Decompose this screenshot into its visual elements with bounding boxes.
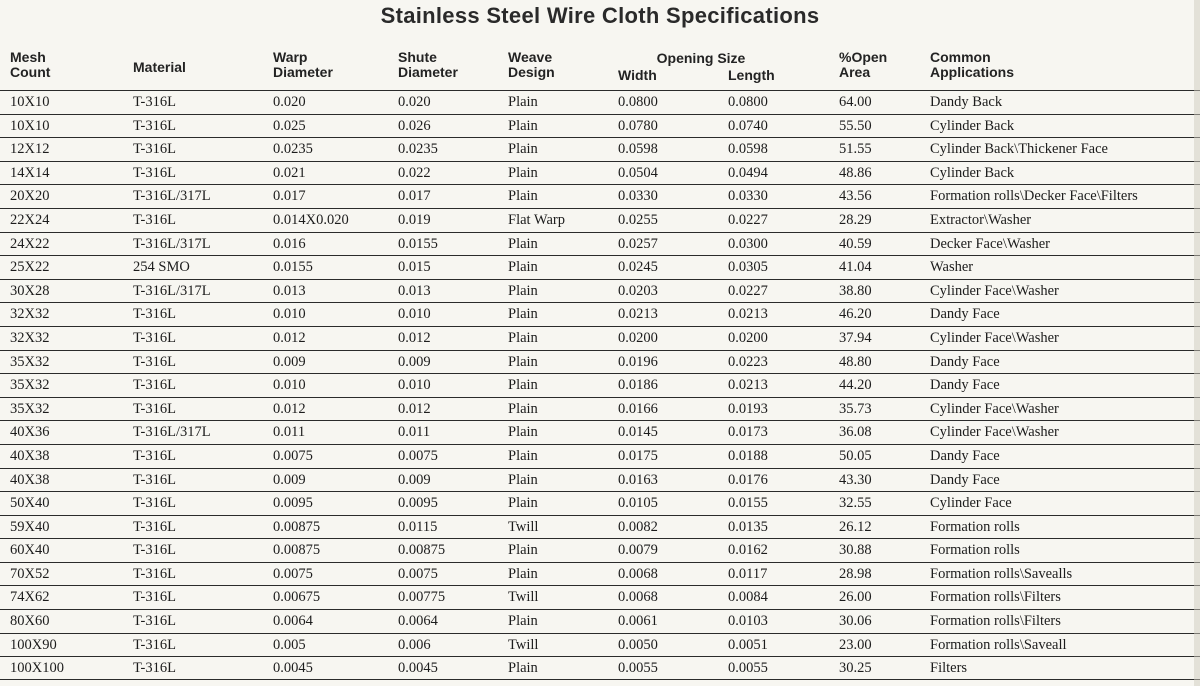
- cell-warp-diameter: 0.0235: [273, 141, 313, 158]
- cell-mesh-count: 40X38: [10, 471, 50, 488]
- cell-common-applications: Extractor\Washer: [930, 211, 1032, 228]
- cell-weave-design: Plain: [508, 353, 538, 370]
- header-open-area: [839, 50, 887, 80]
- cell-opening-length: 0.0200: [728, 329, 768, 346]
- cell-shute-diameter: 0.012: [398, 400, 431, 417]
- cell-open-area: 43.56: [839, 188, 872, 205]
- cell-warp-diameter: 0.020: [273, 94, 306, 110]
- cell-common-applications: Dandy Face: [930, 471, 1000, 488]
- table-row: [0, 326, 1200, 350]
- cell-weave-design: Plain: [508, 141, 538, 158]
- cell-open-area: 48.86: [839, 164, 872, 181]
- header-opening-width: Width: [618, 67, 657, 83]
- cell-mesh-count: 32X32: [10, 329, 50, 346]
- cell-warp-diameter: 0.021: [273, 164, 306, 181]
- header-warp-line2: Diameter: [273, 64, 333, 80]
- cell-weave-design: Plain: [508, 613, 538, 630]
- cell-open-area: 37.94: [839, 329, 872, 346]
- cell-material: T-316L: [133, 329, 176, 346]
- cell-material: T-316L: [133, 211, 176, 228]
- cell-warp-diameter: 0.009: [273, 471, 306, 488]
- cell-opening-width: 0.0175: [618, 447, 658, 464]
- header-mesh-line2: Count: [10, 64, 51, 80]
- cell-shute-diameter: 0.013: [398, 282, 431, 299]
- cell-material: T-316L/317L: [133, 235, 211, 252]
- cell-common-applications: Cylinder Back: [930, 117, 1015, 134]
- cell-weave-design: Plain: [508, 542, 538, 559]
- header-material: Material: [133, 59, 186, 75]
- cell-opening-length: 0.0305: [728, 259, 768, 276]
- cell-common-applications: Cylinder Back: [930, 164, 1015, 181]
- cell-material: T-316L: [133, 471, 176, 488]
- table-row: [0, 538, 1200, 562]
- cell-material: T-316L: [133, 447, 176, 464]
- cell-mesh-count: 74X62: [10, 589, 50, 606]
- cell-mesh-count: 24X22: [10, 235, 50, 252]
- cell-common-applications: Filters: [930, 660, 968, 677]
- cell-weave-design: Plain: [508, 471, 538, 488]
- cell-weave-design: Plain: [508, 164, 538, 181]
- cell-warp-diameter: 0.016: [273, 235, 306, 252]
- cell-weave-design: Plain: [508, 660, 538, 677]
- cell-weave-design: Plain: [508, 259, 538, 276]
- cell-warp-diameter: 0.025: [273, 117, 306, 134]
- cell-warp-diameter: 0.010: [273, 377, 306, 394]
- cell-open-area: 35.73: [839, 400, 872, 417]
- cell-shute-diameter: 0.009: [398, 471, 431, 488]
- cell-material: T-316L: [133, 660, 176, 677]
- cell-shute-diameter: 0.017: [398, 188, 431, 205]
- cell-weave-design: Flat Warp: [508, 211, 565, 228]
- cell-material: T-316L: [133, 400, 176, 417]
- cell-weave-design: Plain: [508, 329, 538, 346]
- cell-shute-diameter: 0.00875: [398, 542, 446, 559]
- cell-open-area: 23.00: [839, 636, 872, 653]
- cell-common-applications: Dandy Face: [930, 447, 1000, 464]
- cell-common-applications: Formation rolls\Filters: [930, 589, 1061, 606]
- cell-warp-diameter: 0.0075: [273, 447, 313, 464]
- cell-common-applications: Formation rolls\Savealls: [930, 565, 1073, 582]
- cell-weave-design: Plain: [508, 495, 538, 512]
- cell-mesh-count: 35X32: [10, 400, 50, 417]
- cell-common-applications: Dandy Face: [930, 306, 1000, 323]
- table-row: [0, 515, 1200, 539]
- table-row: [0, 161, 1200, 185]
- cell-warp-diameter: 0.0075: [273, 565, 313, 582]
- cell-open-area: 30.25: [839, 660, 872, 677]
- cell-shute-diameter: 0.015: [398, 259, 431, 276]
- table-row: [0, 114, 1200, 138]
- table-row: [0, 444, 1200, 468]
- cell-mesh-count: 70X52: [10, 565, 50, 582]
- cell-opening-width: 0.0800: [618, 94, 658, 110]
- cell-material: T-316L: [133, 377, 176, 394]
- cell-opening-width: 0.0105: [618, 495, 658, 512]
- cell-material: T-316L: [133, 542, 176, 559]
- cell-mesh-count: 20X20: [10, 188, 50, 205]
- cell-opening-width: 0.0163: [618, 471, 658, 488]
- header-shute-line2: Diameter: [398, 64, 458, 80]
- table-row: [0, 491, 1200, 515]
- cell-warp-diameter: 0.00875: [273, 518, 321, 535]
- cell-opening-length: 0.0135: [728, 518, 768, 535]
- cell-opening-width: 0.0213: [618, 306, 658, 323]
- cell-common-applications: Formation rolls: [930, 542, 1020, 559]
- table-row: [0, 232, 1200, 256]
- cell-common-applications: Cylinder Face\Washer: [930, 329, 1059, 346]
- cell-opening-width: 0.0166: [618, 400, 658, 417]
- cell-shute-diameter: 0.020: [398, 94, 431, 110]
- cell-common-applications: Cylinder Face\Washer: [930, 424, 1059, 441]
- cell-opening-length: 0.0162: [728, 542, 768, 559]
- cell-opening-width: 0.0257: [618, 235, 658, 252]
- header-common-applications: [930, 50, 1014, 80]
- cell-open-area: 64.00: [839, 94, 872, 110]
- cell-opening-width: 0.0255: [618, 211, 658, 228]
- header-open-area-line2: Area: [839, 64, 871, 80]
- cell-warp-diameter: 0.012: [273, 329, 306, 346]
- cell-warp-diameter: 0.010: [273, 306, 306, 323]
- cell-opening-length: 0.0800: [728, 94, 768, 110]
- cell-warp-diameter: 0.011: [273, 424, 306, 441]
- table-row: [0, 420, 1200, 444]
- header-warp-diameter: [273, 50, 333, 80]
- cell-common-applications: Dandy Face: [930, 353, 1000, 370]
- cell-mesh-count: 80X60: [10, 613, 50, 630]
- cell-mesh-count: 59X40: [10, 518, 50, 535]
- cell-weave-design: Twill: [508, 518, 539, 535]
- header-opening-length: Length: [728, 67, 775, 83]
- cell-open-area: 41.04: [839, 259, 872, 276]
- cell-shute-diameter: 0.009: [398, 353, 431, 370]
- cell-shute-diameter: 0.00775: [398, 589, 446, 606]
- cell-opening-length: 0.0227: [728, 282, 768, 299]
- table-row: [0, 279, 1200, 303]
- table-row: [0, 208, 1200, 232]
- cell-warp-diameter: 0.012: [273, 400, 306, 417]
- cell-common-applications: Formation rolls\Decker Face\Filters: [930, 188, 1138, 205]
- cell-opening-length: 0.0330: [728, 188, 768, 205]
- cell-mesh-count: 50X40: [10, 495, 50, 512]
- cell-mesh-count: 35X32: [10, 377, 50, 394]
- cell-opening-length: 0.0084: [728, 589, 768, 606]
- cell-opening-width: 0.0055: [618, 660, 658, 677]
- cell-shute-diameter: 0.0155: [398, 235, 438, 252]
- cell-opening-length: 0.0193: [728, 400, 768, 417]
- cell-opening-width: 0.0145: [618, 424, 658, 441]
- cell-weave-design: Plain: [508, 235, 538, 252]
- cell-opening-length: 0.0176: [728, 471, 768, 488]
- cell-opening-length: 0.0213: [728, 377, 768, 394]
- cell-weave-design: Plain: [508, 117, 538, 134]
- cell-opening-length: 0.0103: [728, 613, 768, 630]
- cell-open-area: 28.29: [839, 211, 872, 228]
- cell-open-area: 36.08: [839, 424, 872, 441]
- header-warp-line1: Warp: [273, 49, 308, 65]
- cell-material: T-316L: [133, 518, 176, 535]
- cell-material: T-316L: [133, 306, 176, 323]
- header-opening-size: Opening Size: [656, 50, 746, 66]
- cell-mesh-count: 35X32: [10, 353, 50, 370]
- cell-common-applications: Cylinder Face: [930, 495, 1012, 512]
- cell-common-applications: Cylinder Back\Thickener Face: [930, 141, 1108, 158]
- cell-open-area: 40.59: [839, 235, 872, 252]
- cell-shute-diameter: 0.0235: [398, 141, 438, 158]
- table-row: [0, 633, 1200, 657]
- cell-warp-diameter: 0.0064: [273, 613, 313, 630]
- cell-common-applications: Formation rolls: [930, 518, 1020, 535]
- cell-opening-width: 0.0082: [618, 518, 658, 535]
- cell-opening-width: 0.0196: [618, 353, 658, 370]
- cell-shute-diameter: 0.006: [398, 636, 431, 653]
- header-mesh-line1: Mesh: [10, 49, 46, 65]
- cell-open-area: 46.20: [839, 306, 872, 323]
- table-row: [0, 302, 1200, 326]
- cell-material: T-316L: [133, 636, 176, 653]
- cell-shute-diameter: 0.0115: [398, 518, 438, 535]
- cell-opening-width: 0.0050: [618, 636, 658, 653]
- cell-opening-length: 0.0740: [728, 117, 768, 134]
- cell-material: 254 SMO: [133, 259, 190, 276]
- header-shute-diameter: [398, 50, 458, 80]
- cell-material: T-316L: [133, 353, 176, 370]
- table-row: [0, 397, 1200, 421]
- header-open-area-line1: %Open: [839, 49, 888, 65]
- table-row: [0, 255, 1200, 279]
- cell-opening-length: 0.0155: [728, 495, 768, 512]
- cell-opening-length: 0.0598: [728, 141, 768, 158]
- cell-weave-design: Plain: [508, 94, 538, 110]
- table-row: [0, 609, 1200, 633]
- cell-opening-length: 0.0173: [728, 424, 768, 441]
- cell-mesh-count: 40X36: [10, 424, 50, 441]
- cell-common-applications: Washer: [930, 259, 974, 276]
- cell-open-area: 26.12: [839, 518, 872, 535]
- cell-material: T-316L: [133, 565, 176, 582]
- cell-open-area: 50.05: [839, 447, 872, 464]
- cell-open-area: 30.88: [839, 542, 872, 559]
- cell-material: T-316L: [133, 164, 176, 181]
- cell-material: T-316L/317L: [133, 282, 211, 299]
- cell-opening-width: 0.0598: [618, 141, 658, 158]
- cell-weave-design: Twill: [508, 589, 539, 606]
- cell-material: T-316L: [133, 141, 176, 158]
- cell-shute-diameter: 0.0075: [398, 447, 438, 464]
- cell-mesh-count: 32X32: [10, 306, 50, 323]
- cell-mesh-count: 14X14: [10, 164, 50, 181]
- cell-open-area: 30.06: [839, 613, 872, 630]
- cell-shute-diameter: 0.010: [398, 377, 431, 394]
- cell-open-area: 48.80: [839, 353, 872, 370]
- cell-shute-diameter: 0.022: [398, 164, 431, 181]
- cell-mesh-count: 10X10: [10, 94, 50, 110]
- cell-weave-design: Plain: [508, 377, 538, 394]
- cell-common-applications: Dandy Back: [930, 94, 1003, 110]
- header-mesh-count: [10, 50, 50, 80]
- cell-mesh-count: 40X38: [10, 447, 50, 464]
- cell-warp-diameter: 0.017: [273, 188, 306, 205]
- header-applications-line2: Applications: [930, 64, 1015, 80]
- cell-warp-diameter: 0.00675: [273, 589, 321, 606]
- cell-opening-width: 0.0200: [618, 329, 658, 346]
- cell-material: T-316L: [133, 117, 176, 134]
- table-row: [0, 562, 1200, 586]
- cell-mesh-count: 30X28: [10, 282, 50, 299]
- cell-shute-diameter: 0.019: [398, 211, 431, 228]
- cell-mesh-count: 22X24: [10, 211, 50, 228]
- table-row: [0, 468, 1200, 492]
- cell-mesh-count: 100X100: [10, 660, 64, 677]
- cell-opening-width: 0.0245: [618, 259, 658, 276]
- cell-opening-length: 0.0117: [728, 565, 768, 582]
- cell-open-area: 26.00: [839, 589, 872, 606]
- cell-material: T-316L: [133, 613, 176, 630]
- header-applications-line1: Common: [930, 49, 991, 65]
- cell-opening-width: 0.0203: [618, 282, 658, 299]
- cell-weave-design: Plain: [508, 400, 538, 417]
- table-row: [0, 373, 1200, 397]
- cell-material: T-316L: [133, 495, 176, 512]
- cell-open-area: 55.50: [839, 117, 872, 134]
- header-weave-design: [508, 50, 555, 80]
- header-weave-line1: Weave: [508, 49, 553, 65]
- cell-warp-diameter: 0.009: [273, 353, 306, 370]
- table-row: [0, 656, 1200, 680]
- cell-opening-length: 0.0223: [728, 353, 768, 370]
- cell-opening-length: 0.0188: [728, 447, 768, 464]
- cell-open-area: 43.30: [839, 471, 872, 488]
- cell-opening-width: 0.0186: [618, 377, 658, 394]
- cell-common-applications: Cylinder Face\Washer: [930, 400, 1059, 417]
- cell-mesh-count: 100X90: [10, 636, 57, 653]
- table-row: [0, 184, 1200, 208]
- cell-weave-design: Plain: [508, 565, 538, 582]
- cell-shute-diameter: 0.0045: [398, 660, 438, 677]
- cell-opening-width: 0.0504: [618, 164, 658, 181]
- cell-common-applications: Formation rolls\Saveall: [930, 636, 1067, 653]
- cell-weave-design: Plain: [508, 306, 538, 323]
- cell-weave-design: Twill: [508, 636, 539, 653]
- table-row: [0, 350, 1200, 374]
- cell-opening-length: 0.0494: [728, 164, 768, 181]
- cell-mesh-count: 12X12: [10, 141, 50, 158]
- cell-warp-diameter: 0.0095: [273, 495, 313, 512]
- cell-weave-design: Plain: [508, 188, 538, 205]
- cell-shute-diameter: 0.012: [398, 329, 431, 346]
- cell-common-applications: Formation rolls\Filters: [930, 613, 1061, 630]
- cell-warp-diameter: 0.0045: [273, 660, 313, 677]
- cell-shute-diameter: 0.0095: [398, 495, 438, 512]
- header-shute-line1: Shute: [398, 49, 437, 65]
- cell-warp-diameter: 0.013: [273, 282, 306, 299]
- cell-material: T-316L: [133, 94, 176, 110]
- cell-mesh-count: 25X22: [10, 259, 50, 276]
- cell-shute-diameter: 0.0075: [398, 565, 438, 582]
- cell-warp-diameter: 0.0155: [273, 259, 313, 276]
- cell-shute-diameter: 0.0064: [398, 613, 438, 630]
- table-row: [0, 585, 1200, 609]
- cell-open-area: 28.98: [839, 565, 872, 582]
- cell-material: T-316L: [133, 589, 176, 606]
- cell-opening-width: 0.0330: [618, 188, 658, 205]
- cell-mesh-count: 60X40: [10, 542, 50, 559]
- cell-weave-design: Plain: [508, 282, 538, 299]
- cell-opening-width: 0.0780: [618, 117, 658, 134]
- table-row: [0, 137, 1200, 161]
- cell-opening-width: 0.0068: [618, 565, 658, 582]
- cell-weave-design: Plain: [508, 424, 538, 441]
- cell-weave-design: Plain: [508, 447, 538, 464]
- cell-warp-diameter: 0.005: [273, 636, 306, 653]
- cell-opening-width: 0.0061: [618, 613, 658, 630]
- cell-open-area: 44.20: [839, 377, 872, 394]
- cell-open-area: 38.80: [839, 282, 872, 299]
- page-title: Stainless Steel Wire Cloth Specifications: [380, 3, 820, 28]
- cell-open-area: 51.55: [839, 141, 872, 158]
- header-weave-line2: Design: [508, 64, 555, 80]
- cell-opening-length: 0.0055: [728, 660, 768, 677]
- spec-table-body: [0, 90, 1200, 680]
- cell-open-area: 32.55: [839, 495, 872, 512]
- cell-shute-diameter: 0.026: [398, 117, 431, 134]
- cell-opening-width: 0.0079: [618, 542, 658, 559]
- cell-shute-diameter: 0.011: [398, 424, 431, 441]
- cell-warp-diameter: 0.00875: [273, 542, 321, 559]
- cell-material: T-316L/317L: [133, 188, 211, 205]
- cell-opening-width: 0.0068: [618, 589, 658, 606]
- cell-mesh-count: 10X10: [10, 117, 50, 134]
- cell-material: T-316L/317L: [133, 424, 211, 441]
- cell-warp-diameter: 0.014X0.020: [273, 211, 349, 228]
- page-edge: [1194, 0, 1200, 686]
- cell-common-applications: Decker Face\Washer: [930, 235, 1051, 252]
- cell-opening-length: 0.0300: [728, 235, 768, 252]
- table-row: [0, 90, 1200, 114]
- cell-shute-diameter: 0.010: [398, 306, 431, 323]
- cell-common-applications: Cylinder Face\Washer: [930, 282, 1059, 299]
- cell-opening-length: 0.0051: [728, 636, 768, 653]
- cell-opening-length: 0.0213: [728, 306, 768, 323]
- cell-opening-length: 0.0227: [728, 211, 768, 228]
- cell-common-applications: Dandy Face: [930, 377, 1000, 394]
